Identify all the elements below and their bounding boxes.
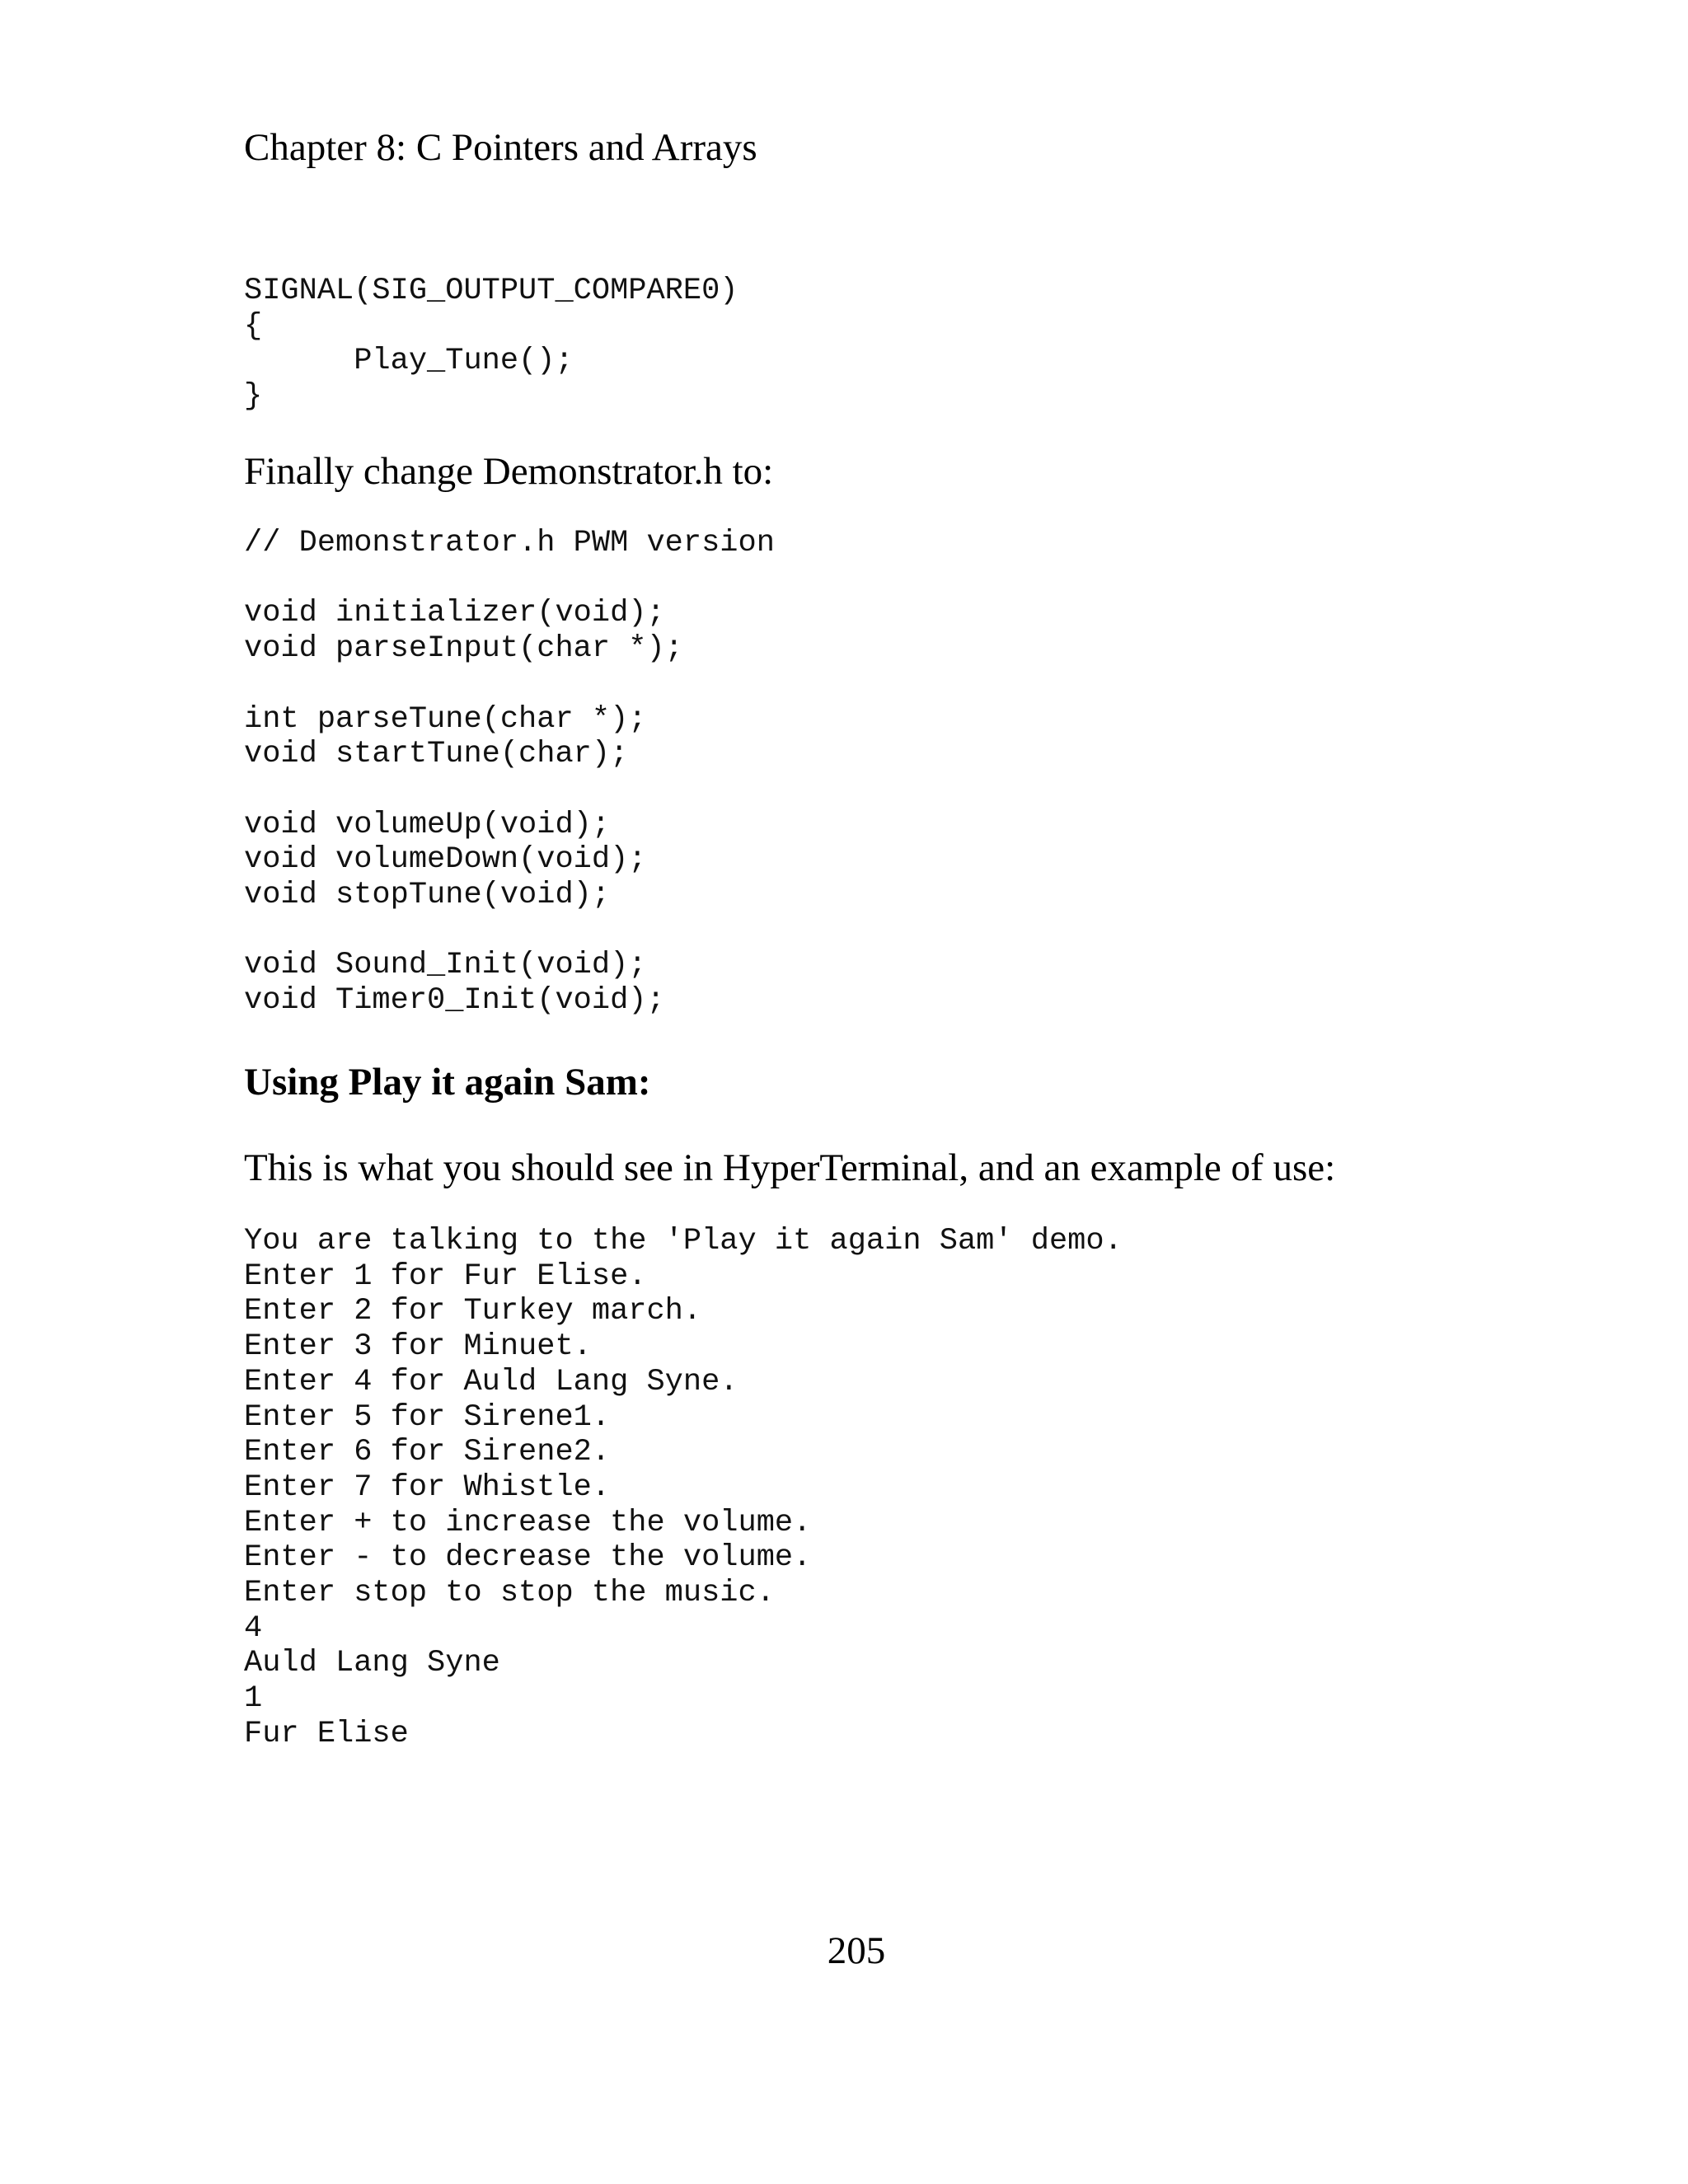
chapter-header: Chapter 8: C Pointers and Arrays [244,126,757,169]
page-number: 205 [827,1929,886,1972]
paragraph-finally: Finally change Demonstrator.h to: [244,450,774,493]
code-block-terminal-output: You are talking to the 'Play it again Sam' demo. Enter 1 for Fur Elise. Enter 2 for Turkey march. Enter 3 for Minuet. Enter 4 for Auld Lang Syne. Enter 5 for Sirene1. Enter 6 for Sirene2. Enter 7 for Whistle. Enter + to increase the volume. Enter - to decrease the volume. Enter stop to stop the music. 4 Auld Lang Syne 1 Fur Elise [244,1224,1123,1751]
code-block-demonstrator-h: // Demonstrator.h PWM version void initializer(void); void parseInput(char *); int parseTune(char *); void startTune(char); void volumeUp(void); void volumeDown(void); void stopTune(void); void Sound_Init(void); void Timer0_Init(void); [244,526,775,1019]
paragraph-hyperterminal: This is what you should see in HyperTerminal, and an example of use: [244,1146,1336,1189]
code-block-signal: SIGNAL(SIG_OUTPUT_COMPARE0) { Play_Tune(); } [244,274,738,415]
section-heading: Using Play it again Sam: [244,1061,651,1104]
